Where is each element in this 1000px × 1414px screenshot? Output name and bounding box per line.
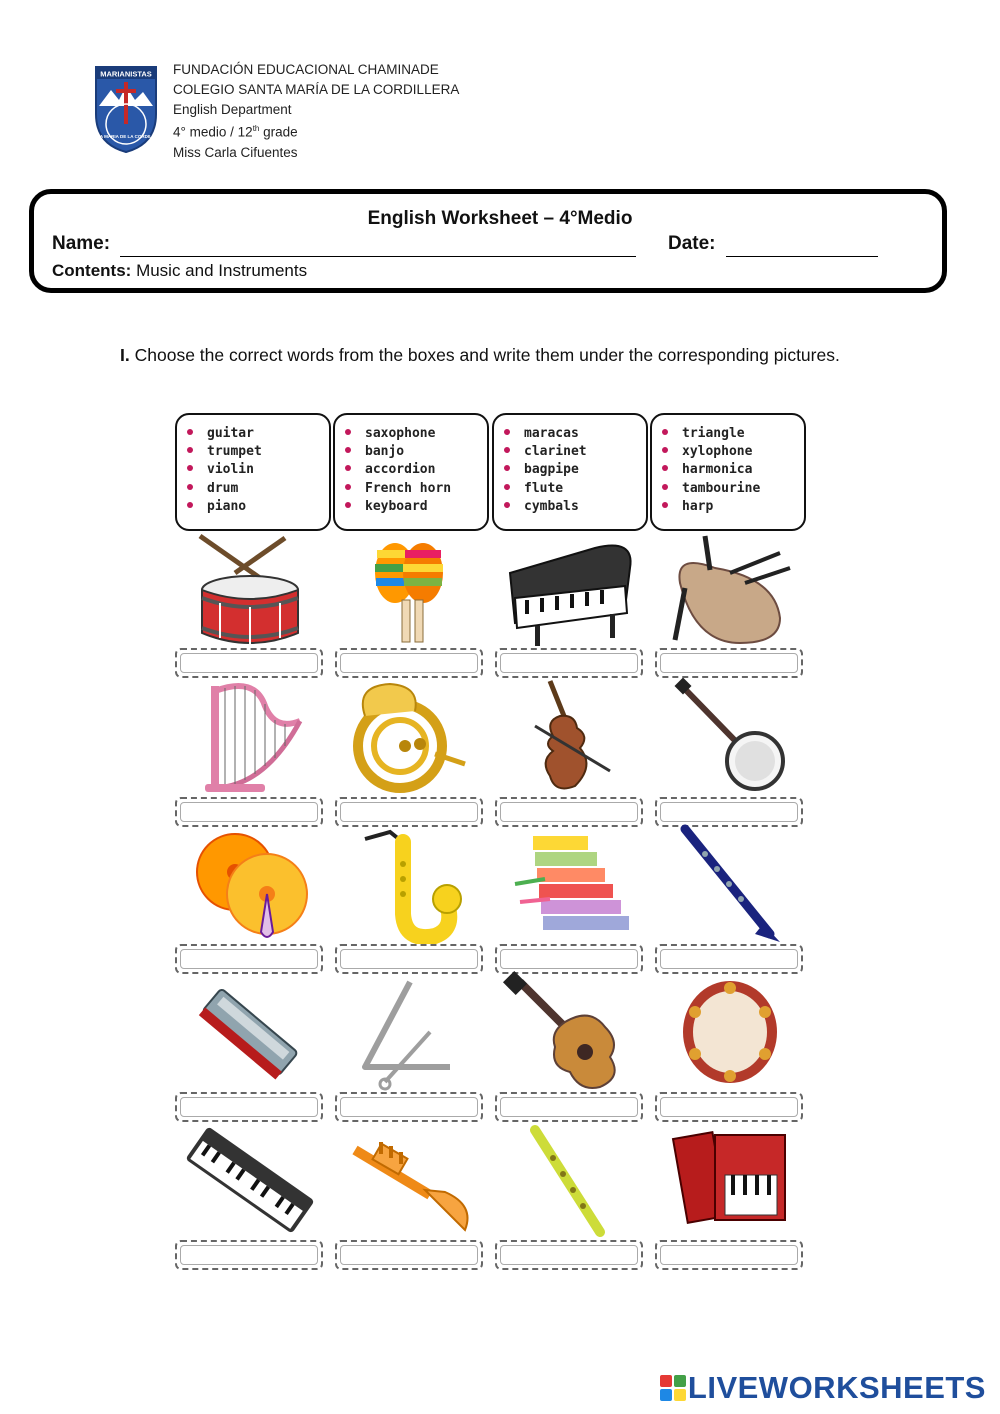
answer-box[interactable] (495, 944, 643, 974)
word-item: saxophone (343, 425, 487, 443)
answer-box[interactable] (175, 797, 323, 827)
answer-box[interactable] (335, 648, 483, 678)
tambourine-icon (655, 972, 805, 1094)
foundation-name: FUNDACIÓN EDUCACIONAL CHAMINADE (173, 62, 439, 77)
word-item: cymbals (502, 498, 646, 516)
liveworksheets-logo-icon (660, 1375, 686, 1401)
word-item: tambourine (660, 480, 804, 498)
word-item: French horn (343, 480, 487, 498)
department: English Department (173, 101, 292, 117)
answer-box[interactable] (175, 1092, 323, 1122)
keyboard-icon (175, 1120, 325, 1242)
flute-icon (495, 1120, 645, 1242)
instructions: I. Choose the correct words from the boxes and write them under the corresponding pictures. (120, 345, 840, 365)
answer-box[interactable] (335, 797, 483, 827)
answer-box[interactable] (335, 1092, 483, 1122)
svg-text:SANTA MARIA DE LA CORDILLERA: SANTA MARIA DE LA CORDILLERA (87, 134, 165, 139)
school-logo (87, 64, 165, 154)
teacher-name: Miss Carla Cifuentes (173, 144, 298, 160)
word-item: harp (660, 498, 804, 516)
word-item: violin (185, 461, 329, 479)
guitar-icon (495, 972, 645, 1094)
liveworksheets-text: LIVEWORKSHEETS (687, 1370, 986, 1405)
liveworksheets-brand (660, 1370, 986, 1406)
answer-box[interactable] (495, 648, 643, 678)
cymbals-icon (175, 824, 325, 946)
svg-text:MARIANISTAS: MARIANISTAS (100, 69, 152, 79)
word-box-4 (650, 413, 806, 531)
school-name: COLEGIO SANTA MARÍA DE LA CORDILLERA (173, 81, 460, 97)
grade-line: 4° medio / 12th grade (173, 124, 298, 140)
answer-box[interactable] (335, 1240, 483, 1270)
word-item: banjo (343, 443, 487, 461)
maracas-icon (335, 528, 485, 650)
word-item: harmonica (660, 461, 804, 479)
word-box-1 (175, 413, 331, 531)
name-field-line[interactable] (120, 256, 636, 257)
answer-box[interactable] (655, 797, 803, 827)
answer-box[interactable] (495, 1240, 643, 1270)
harp-icon (175, 676, 325, 798)
school-info (173, 60, 459, 162)
piano-icon (495, 528, 645, 650)
word-item: flute (502, 480, 646, 498)
word-box-2 (333, 413, 489, 531)
answer-box[interactable] (655, 1092, 803, 1122)
date-field-line[interactable] (726, 256, 878, 257)
word-item: piano (185, 498, 329, 516)
harmonica-icon (175, 972, 325, 1094)
word-item: guitar (185, 425, 329, 443)
saxophone-icon (335, 824, 485, 946)
drum-icon (175, 528, 325, 650)
answer-box[interactable] (655, 944, 803, 974)
accordion-icon (655, 1120, 805, 1242)
answer-box[interactable] (655, 648, 803, 678)
xylophone-icon (495, 824, 645, 946)
french-horn-icon (335, 676, 485, 798)
word-box-3 (492, 413, 648, 531)
bagpipe-icon (655, 528, 805, 650)
word-item: accordion (343, 461, 487, 479)
word-item: xylophone (660, 443, 804, 461)
word-item: trumpet (185, 443, 329, 461)
answer-box[interactable] (175, 1240, 323, 1270)
banjo-icon (655, 676, 805, 798)
trumpet-icon (335, 1120, 485, 1242)
violin-icon (495, 676, 645, 798)
clarinet-icon (655, 824, 805, 946)
word-item: bagpipe (502, 461, 646, 479)
date-label: Date: (668, 233, 716, 254)
word-item: keyboard (343, 498, 487, 516)
answer-box[interactable] (335, 944, 483, 974)
answer-box[interactable] (495, 797, 643, 827)
name-label: Name: (52, 233, 111, 254)
answer-box[interactable] (655, 1240, 803, 1270)
word-item: clarinet (502, 443, 646, 461)
answer-box[interactable] (175, 944, 323, 974)
answer-box[interactable] (175, 648, 323, 678)
answer-box[interactable] (495, 1092, 643, 1122)
worksheet-title: English Worksheet – 4°Medio (367, 208, 633, 229)
word-item: maracas (502, 425, 646, 443)
word-item: triangle (660, 425, 804, 443)
triangle-icon (335, 972, 485, 1094)
word-item: drum (185, 480, 329, 498)
contents-line: Contents: Music and Instruments (52, 261, 308, 280)
